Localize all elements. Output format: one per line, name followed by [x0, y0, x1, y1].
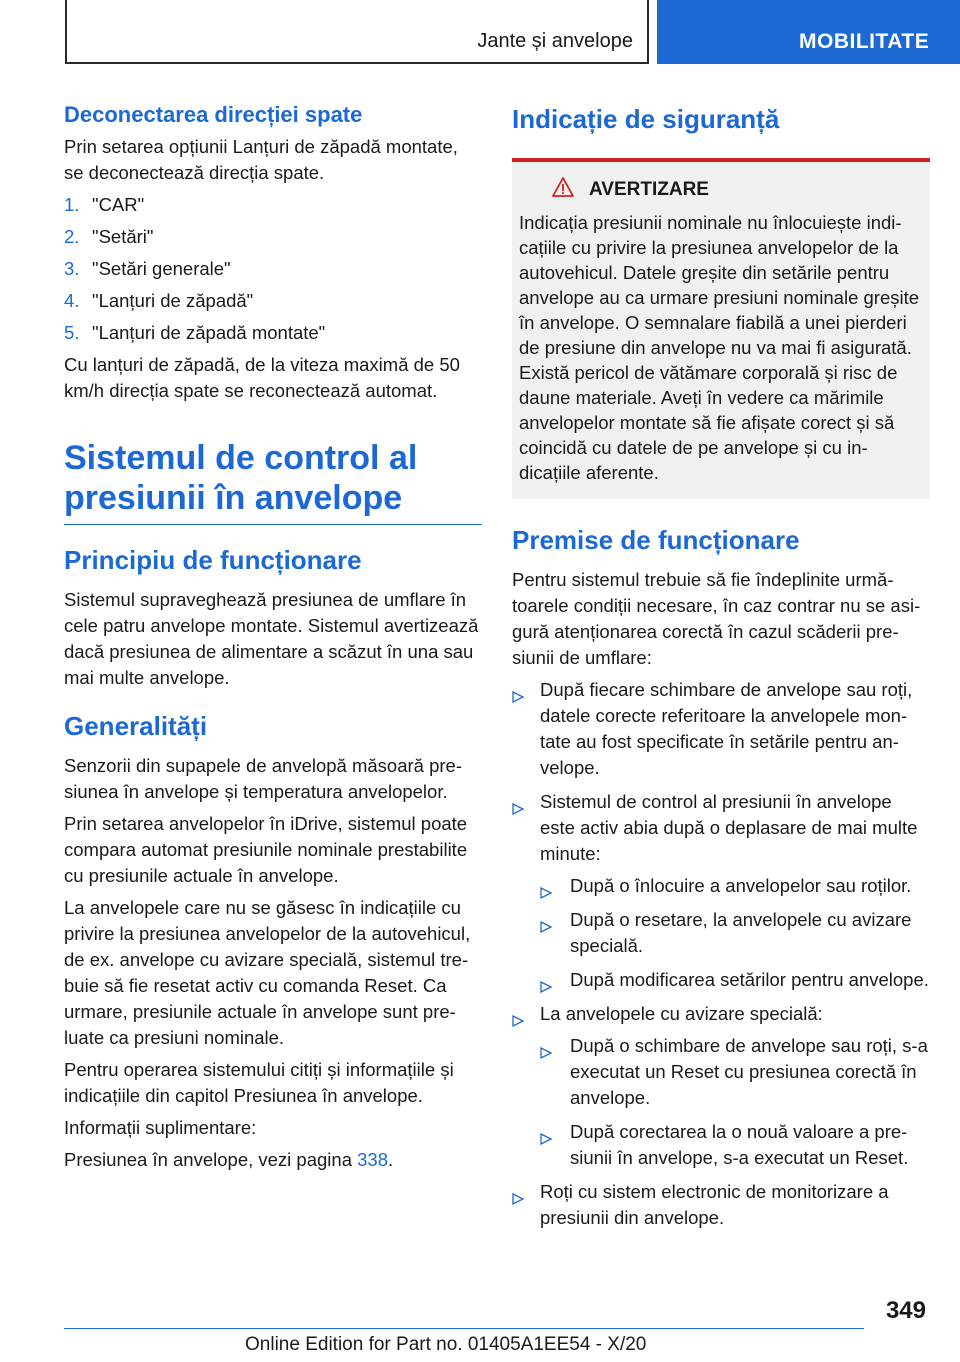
list-item-text: După fiecare schimbare de anvelope sau roți, datele corecte referitoare la anvelopele montate au fost specificate în setările pentru anvelope. — [540, 679, 913, 778]
list-item-text: La anvelopele cu avizare specială: — [540, 1003, 823, 1024]
paragraph-generalitati-4: Pentru operarea sistemului citiți și informațiile și indicațiile din capitol Presiunea în anvelope. — [64, 1059, 454, 1106]
list-item — [512, 1001, 930, 1171]
header-section-box — [65, 0, 649, 64]
steps-list — [64, 192, 482, 346]
bullet-triangle-icon — [512, 1186, 524, 1212]
list-item — [512, 789, 930, 993]
list-item-text: Roți cu sistem electronic de monitorizare a presiunii din anvelope. — [540, 1181, 889, 1228]
list-item-text: Sistemul de control al presiunii în anvelope este activ abia după o deplasare de mai multe minute: — [540, 791, 918, 864]
sub-list-item-text: După o înlocuire a anvelopelor sau roților. — [570, 875, 912, 896]
footer-divider — [64, 1328, 864, 1329]
left-column — [64, 100, 482, 1179]
paragraph-generalitati-2: Prin setarea anvelopelor în iDrive, sistemul poate compara automat presiunile nominale prestabilite cu presiunile actuale în anvelope. — [64, 813, 468, 886]
paragraph-reconectare: Cu lanțuri de zăpadă, de la viteza maximă de 50 km/h direcția spate se reconectează automat. — [64, 354, 460, 401]
bullet-triangle-icon — [512, 684, 524, 710]
bullet-triangle-icon — [512, 1008, 524, 1034]
sub-list-item-text: După o resetare, la anvelopele cu avizare specială. — [570, 909, 912, 956]
step-item — [64, 224, 482, 250]
sub-list-item — [540, 1033, 930, 1111]
warning-box — [512, 158, 930, 499]
header-chapter-title: MOBILITATE — [799, 30, 930, 53]
sub-list-item-text: După modificarea setărilor pentru anvelope. — [570, 969, 929, 990]
heading-principiu: Principiu de funcționare — [64, 545, 362, 575]
reference-text: Presiunea în anvelope, vezi pagina — [64, 1149, 358, 1170]
sub-list-item-text: După corectarea la o nouă valoare a presiunii în anvelope, s-a executat un Reset. — [570, 1121, 909, 1168]
paragraph-info: Informații suplimentare: — [64, 1117, 257, 1138]
sub-list-item — [540, 907, 930, 959]
paragraph-deconectare: Prin setarea opțiunii Lanțuri de zăpadă montate, se deconectează direcția spate. — [64, 136, 458, 183]
warning-text: Indicația presiunii nominale nu înlocuiește indicațiile cu privire la presiunea anvelopelor de la autovehicul. Datele greșite din setările pentru anvelope au ca urmare presiuni nominale greșite în anvelope. O semnalare fiabilă a unei pierderi de presiune din anvelope nu va mai fi asigurată. Există pericol de vătămare corporală și risc de daune materiale. Aveți în vedere ca mărimile anvelopelor montate să fie afișate corect și să coincidă cu datele de pe anvelope și cu indicațiile aferente. — [519, 212, 920, 483]
sub-list-item — [540, 1119, 930, 1171]
step-text: "Lanțuri de zăpadă" — [92, 290, 254, 311]
warning-title: AVERTIZARE — [589, 179, 709, 200]
warning-title-row — [555, 176, 922, 204]
bullet-triangle-icon — [540, 1126, 552, 1152]
step-item — [64, 192, 482, 218]
step-number: 3. — [64, 258, 80, 279]
reference-end: . — [388, 1149, 394, 1170]
bullet-triangle-icon — [540, 880, 552, 906]
sub-list-item — [540, 873, 930, 899]
page-reference-link[interactable]: 338 — [357, 1149, 388, 1170]
sub-list — [540, 1033, 930, 1171]
premise-list — [512, 677, 930, 1231]
step-number: 1. — [64, 194, 80, 215]
step-text: "Lanțuri de zăpadă montate" — [92, 322, 326, 343]
heading-deconectare: Deconectarea direcției spate — [64, 102, 363, 127]
step-text: "Setări generale" — [92, 258, 231, 279]
paragraph-premise: Pentru sistemul trebuie să fie îndeplinite următoarele condiții necesare, în caz contrar nu se asigură atenționarea corectă în cazul scăderii presiunii de umflare: — [512, 569, 921, 668]
heading-siguranta: Indicație de siguranță — [512, 104, 780, 134]
bullet-triangle-icon — [540, 1040, 552, 1066]
heading-generalitati: Generalități — [64, 711, 208, 741]
paragraph-principiu: Sistemul supraveghează presiunea de umflare în cele patru anvelope montate. Sistemul avertizează dacă presiunea de alimentare a scăzut în una sau mai multe anvelope. — [64, 589, 479, 688]
step-number: 4. — [64, 290, 80, 311]
sub-list — [540, 873, 930, 993]
bullet-triangle-icon — [512, 796, 524, 822]
warning-triangle-icon — [551, 176, 575, 204]
step-text: "CAR" — [92, 194, 145, 215]
heading-main: Sistemul de control al presiunii în anvelope — [64, 438, 482, 525]
page-number: 349 — [885, 1297, 926, 1324]
paragraph-generalitati-1: Senzorii din supapele de anvelopă măsoară presiunea în anvelope și temperatura anvelopelor. — [64, 755, 463, 802]
list-item — [512, 677, 930, 781]
heading-premise: Premise de funcționare — [512, 525, 800, 555]
bullet-triangle-icon — [540, 914, 552, 940]
right-column — [512, 100, 930, 1239]
bullet-triangle-icon — [540, 974, 552, 1000]
step-text: "Setări" — [92, 226, 154, 247]
sub-list-item-text: După o schimbare de anvelope sau roți, s-a executat un Reset cu presiunea corectă în anvelope. — [570, 1035, 928, 1108]
step-item — [64, 288, 482, 314]
paragraph-generalitati-3: La anvelopele care nu se găsesc în indicațiile cu privire la presiunea anvelopelor de la autovehicul, de ex. anvelope cu avizare specială, sistemul trebuie să fie resetat activ cu comanda Reset. Ca urmare, presiunile actuale în anvelope sunt preluate ca presiuni nominale. — [64, 897, 471, 1048]
step-number: 5. — [64, 322, 80, 343]
paragraph-reference — [64, 1147, 482, 1173]
list-item — [512, 1179, 930, 1231]
header-section-title: Jante și anvelope — [477, 30, 633, 52]
header-chapter-tab — [657, 0, 960, 64]
sub-list-item — [540, 967, 930, 993]
footer-edition: Online Edition for Part no. 01405A1EE54 - X/20 — [245, 1334, 647, 1355]
step-number: 2. — [64, 226, 80, 247]
step-item — [64, 320, 482, 346]
step-item — [64, 256, 482, 282]
